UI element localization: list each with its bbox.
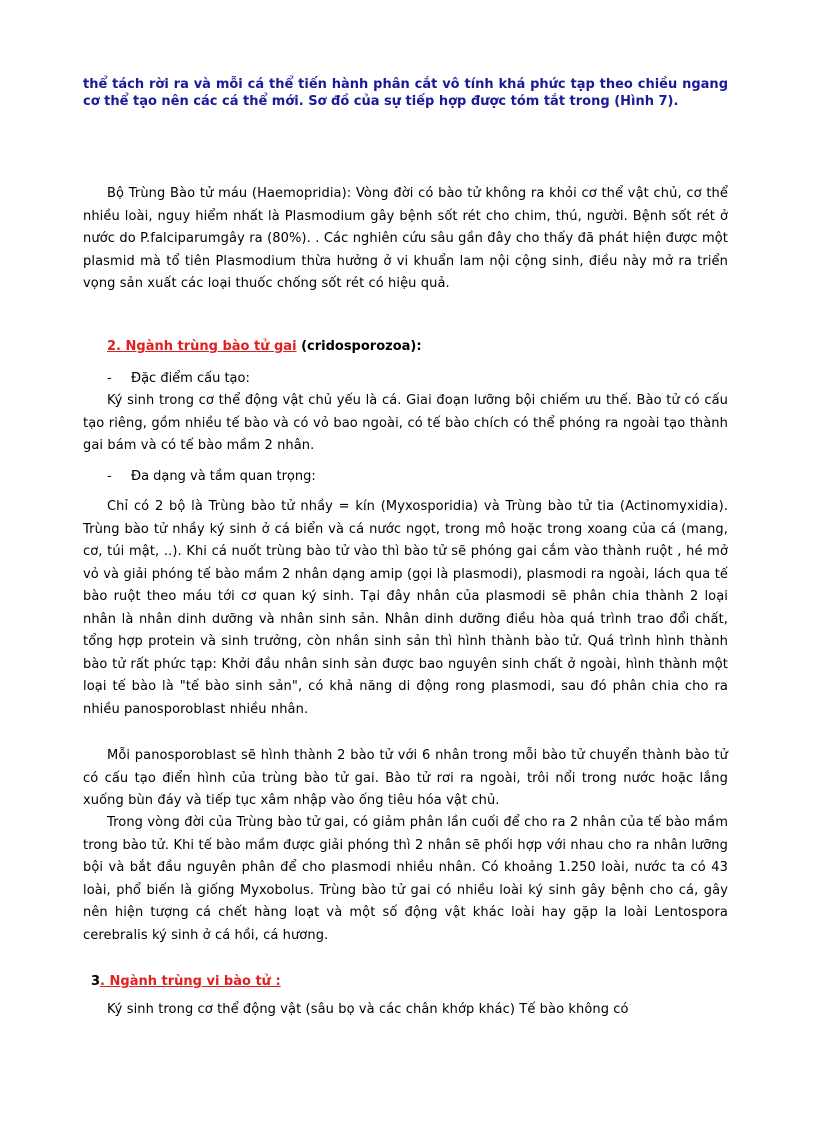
bullet-cau-tao [107, 368, 250, 390]
section-3-number: 3 [91, 974, 101, 989]
paragraph-haemopridia: Bộ Trùng Bào tử máu (Haemopridia): Vòng đời có bào tử không ra khỏi cơ thể vật chủ, cơ thể nhiều loài, nguy hiểm nhất là Plasmodium gây bệnh sốt rét cho chim, thú, người. Bệnh sốt rét ở nước do P.falciparumgây ra (80%). . Các nghiên cứu sâu gần đây cho thấy đã phát hiện được một plasmid mà tổ tiên Plasmodium thừa hưởng ở vi khuẩn lam nội cộng sinh, điều này mở ra triển vọng sản xuất các loại thuốc chống sốt rét có hiệu quả. [83, 186, 728, 291]
bullet-dash: - [107, 469, 112, 484]
intro-paragraph: thể tách rời ra và mỗi cá thể tiến hành phân cắt vô tính khá phức tạp theo chiều ngang cơ thể tạo nên các cá thể mới. Sơ đồ của sự tiếp hợp được tóm tắt trong (Hình 7). [83, 77, 728, 109]
paragraph-panosporoblast: Mỗi panosporoblast sẽ hình thành 2 bào tử với 6 nhân trong mỗi bào tử chuyển thành bào tử có cấu tạo điển hình của trùng bào tử gai. Bào tử rơi ra ngoài, trôi nổi trong nước hoặc lắng xuống bùn đáy và tiếp tục xâm nhập vào ống tiêu hóa vật chủ. [83, 748, 728, 808]
bullet-dash: - [107, 371, 112, 386]
section-2-title[interactable]: 2. Ngành trùng bào tử gai [107, 339, 297, 354]
section-2-heading [107, 336, 422, 358]
section-3-heading [91, 971, 281, 993]
paragraph-vong-doi: Trong vòng đời của Trùng bào tử gai, có giảm phân lần cuối để cho ra 2 nhân của tế bào mầm trong bào tử. Khi tế bào mầm được giải phóng thì 2 nhân sẽ phối hợp với nhau cho ra nhân lưỡng bội và bắt đầu nguyên phân để cho plasmodi nhiều nhân. Có khoảng 1.250 loài, nước ta có 43 loài, phổ biến là giống Myxobolus. Trùng bào tử gai có nhiều loài ký sinh gây bệnh cho cá, gây nên hiện tượng cá chết hàng loạt và một số động vật khác loài hay gặp la loài Lentospora cerebralis ký sinh ở cá hồi, cá hương. [83, 815, 728, 943]
paragraph-vi-bao-tu: Ký sinh trong cơ thể động vật (sâu bọ và các chân khớp khác) Tế bào không có [107, 1002, 629, 1017]
paragraph-cau-tao: Ký sinh trong cơ thể động vật chủ yếu là cá. Giai đoạn lưỡng bội chiếm ưu thế. Bào tử có cấu tạo riêng, gồm nhiều tế bào và có vỏ bao ngoài, có tế bào chích có thể phóng ra ngoài tạo thành gai bám và có tế bào mầm 2 nhân. [83, 393, 728, 453]
bullet-da-dang [107, 466, 316, 488]
bullet-label: Đặc điểm cấu tạo: [131, 371, 250, 386]
paragraph-da-dang: Chỉ có 2 bộ là Trùng bào tử nhầy = kín (Myxosporidia) và Trùng bào tử tia (Actinomyxidia). Trùng bào tử nhầy ký sinh ở cá biển và cá nước ngọt, trong mô hoặc trong xoang của cá (mang, cơ, túi mật, ..). Khi cá nuốt trùng bào tử vào thì bào tử sẽ phóng gai cắm vào thành ruột , hé mở vỏ và giải phóng tế bào mầm 2 nhân dạng amip (gọi là plasmodi), plasmodi ra ngoài, lách qua tế bào ruột theo máu tới cơ quan ký sinh. Tại đây nhân của plasmodi sẽ phân chia thành 2 loại nhân là nhân dinh dưỡng và nhân sinh sản. Nhân dinh dưỡng điều hòa quá trình trao đổi chất, tổng hợp protein và sinh trưởng, còn nhân sinh sản thì hình thành bào tử. Quá trình hình thành bào tử rất phức tạp: Khởi đầu nhân sinh sản được bao nguyên sinh chất ở ngoài, hình thành một loại tế bào là "tế bào sinh sản", có khả năng di động rong plasmodi, sau đó phân chia cho ra nhiều panosporoblast nhiều nhân. [83, 499, 728, 717]
section-3-title[interactable]: . Ngành trùng vi bào tử : [100, 974, 281, 989]
section-2-suffix: (cridosporozoa): [296, 339, 422, 354]
bullet-label: Đa dạng và tầm quan trọng: [131, 469, 316, 484]
